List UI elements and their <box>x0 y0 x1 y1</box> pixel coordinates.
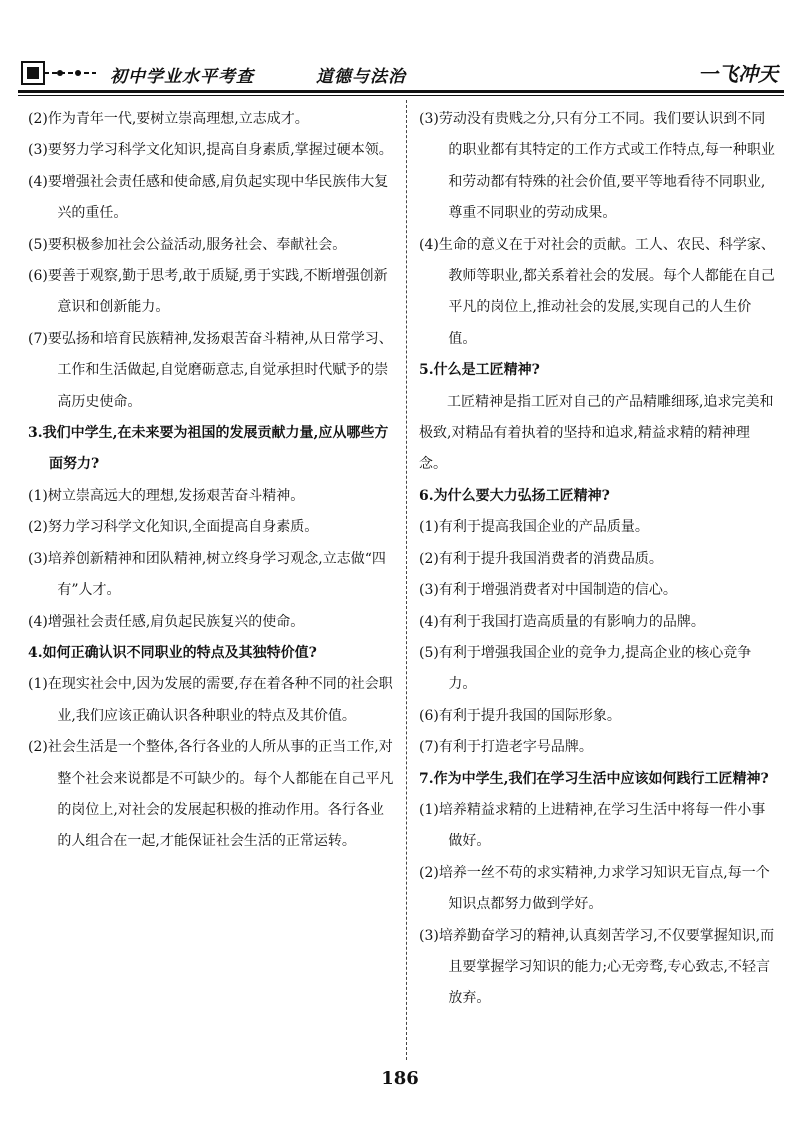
question-heading: 7.作为中学生,我们在学习生活中应该如何践行工匠精神? <box>419 770 769 787</box>
answer-item: (4)要增强社会责任感和使命感,肩负起实现中华民族伟大复兴的重任。 <box>28 173 389 222</box>
right-column <box>419 104 775 1015</box>
page-number: 186 <box>381 1068 419 1089</box>
answer-item: (2)有利于提升我国消费者的消费品质。 <box>419 550 663 567</box>
answer-item: (1)在现实社会中,因为发展的需要,存在着各种不同的社会职业,我们应该正确认识各种职业的特点及其价值。 <box>28 676 393 724</box>
answer-item: (5)要积极参加社会公益活动,服务社会、奉献社会。 <box>28 236 347 253</box>
question-heading: 5.什么是工匠精神? <box>419 362 540 379</box>
answer-item: (1)培养精益求精的上进精神,在学习生活中将每一件小事做好。 <box>419 801 766 850</box>
answer-item: (4)有利于我国打造高质量的有影响力的品牌。 <box>419 613 705 630</box>
answer-item: (7)要弘扬和培育民族精神,发扬艰苦奋斗精神,从日常学习、工作和生活做起,自觉磨砺意志,自觉承担时代赋予的崇高历史使命。 <box>28 330 393 410</box>
question-heading: 3.我们中学生,在未来要为祖国的发展贡献力量,应从哪些方面努力? <box>28 425 389 473</box>
answer-item: (3)要努力学习科学文化知识,提高自身素质,掌握过硬本领。 <box>28 142 393 159</box>
answer-item: (5)有利于增强我国企业的竞争力,提高企业的核心竞争力。 <box>419 644 752 693</box>
answer-item: (4)增强社会责任感,肩负起民族复兴的使命。 <box>28 613 305 630</box>
answer-item: (4)生命的意义在于对社会的贡献。工人、农民、科学家、教师等职业,都关系着社会的发展。每个人都能在自己平凡的岗位上,推动社会的发展,实现自己的人生价值。 <box>419 236 775 347</box>
column-divider <box>406 100 407 1060</box>
answer-item: (6)要善于观察,勤于思考,敢于质疑,勇于实践,不断增强创新意识和创新能力。 <box>28 268 388 316</box>
left-column <box>28 104 396 858</box>
book-ornament-icon <box>20 60 100 86</box>
subject-title: 道德与法治 <box>316 67 406 87</box>
answer-item: 工匠精神是指工匠对自己的产品精雕细琢,追求完美和极致,对精品有着执着的坚持和追求,精益求精的精神理念。 <box>419 393 774 473</box>
answer-item: (1)有利于提高我国企业的产品质量。 <box>419 519 649 536</box>
series-title: 初中学业水平考查 <box>110 67 254 87</box>
answer-item: (2)作为青年一代,要树立崇高理想,立志成才。 <box>28 111 309 127</box>
question-heading: 6.为什么要大力弘扬工匠精神? <box>419 487 610 504</box>
header-rule-thin <box>18 95 784 96</box>
answer-item: (3)有利于增强消费者对中国制造的信心。 <box>419 582 677 599</box>
question-heading: 4.如何正确认识不同职业的特点及其独特价值? <box>28 644 317 661</box>
answer-item: (3)培养勤奋学习的精神,认真刻苦学习,不仅要掌握知识,而且要掌握学习知识的能力;心无旁骛,专心致志,不轻言放弃。 <box>419 927 775 1007</box>
answer-item: (3)劳动没有贵贱之分,只有分工不同。我们要认识到不同的职业都有其特定的工作方式或工作特点,每一种职业和劳动都有特殊的社会价值,要平等地看待不同职业,尊重不同职业的劳动成果。 <box>419 111 775 222</box>
answer-item: (2)努力学习科学文化知识,全面提高自身素质。 <box>28 519 319 536</box>
answer-item: (1)树立崇高远大的理想,发扬艰苦奋斗精神。 <box>28 487 305 504</box>
answer-item: (7)有利于打造老字号品牌。 <box>419 739 593 756</box>
brand-logo: 一飞冲天 <box>698 62 778 86</box>
answer-item: (2)社会生活是一个整体,各行各业的人所从事的正当工作,对整个社会来说都是不可缺少的。每个人都能在自己平凡的岗位上,对社会的发展起积极的推动作用。各行各业的人组合在一起,才能保证社会生活的正常运转。 <box>28 739 394 850</box>
answer-item: (6)有利于提升我国的国际形象。 <box>419 707 621 724</box>
answer-item: (3)培养创新精神和团队精神,树立终身学习观念,立志做“四有”人才。 <box>28 550 386 599</box>
header-rule <box>18 90 784 93</box>
answer-item: (2)培养一丝不苟的求实精神,力求学习知识无盲点,每一个知识点都努力做到学好。 <box>419 864 770 913</box>
page-header <box>18 52 784 96</box>
